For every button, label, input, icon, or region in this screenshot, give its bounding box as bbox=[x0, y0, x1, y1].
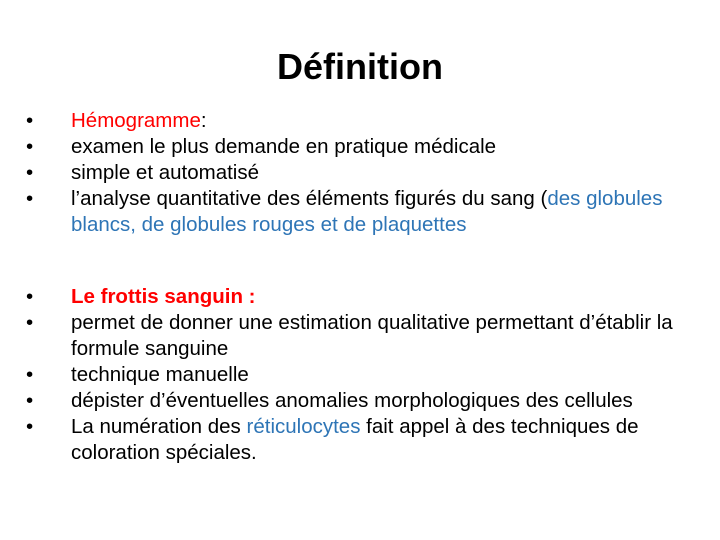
bullet-icon: • bbox=[26, 415, 34, 438]
bullet-icon: • bbox=[26, 389, 34, 412]
hemogramme-heading: Hémogramme bbox=[71, 109, 201, 132]
item-text: l’analyse quantitative des éléments figurés du sang ( bbox=[71, 187, 548, 210]
list-item bbox=[26, 160, 696, 186]
heading-suffix: : bbox=[200, 109, 207, 132]
bullet-icon: • bbox=[26, 161, 34, 184]
bullet-icon: • bbox=[26, 363, 34, 386]
bullet-icon: • bbox=[26, 285, 34, 308]
list-item bbox=[26, 362, 696, 388]
item-text: La numération des bbox=[71, 415, 247, 438]
item-text: permet de donner une estimation qualitative permettant d’établir la formule sanguine bbox=[71, 311, 673, 360]
frottis-list bbox=[26, 284, 696, 466]
item-text: fait appel à des techniques de coloration spéciales. bbox=[71, 415, 639, 464]
bullet-icon: • bbox=[26, 311, 34, 334]
item-text: technique manuelle bbox=[71, 363, 249, 386]
item-text: simple et automatisé bbox=[71, 161, 260, 184]
frottis-heading: Le frottis sanguin : bbox=[71, 285, 256, 308]
list-item bbox=[26, 284, 696, 310]
list-item bbox=[26, 388, 696, 414]
hemogramme-list bbox=[26, 108, 696, 238]
bullet-icon: • bbox=[26, 135, 34, 158]
item-text: examen le plus demande en pratique médicale bbox=[71, 135, 497, 158]
list-item bbox=[26, 414, 696, 466]
bullet-icon: • bbox=[26, 187, 34, 210]
bullet-icon: • bbox=[26, 109, 34, 132]
slide-title: Définition bbox=[277, 46, 443, 87]
list-item bbox=[26, 186, 696, 238]
list-item bbox=[26, 108, 696, 134]
reticulocytes-highlight: réticulocytes bbox=[246, 415, 361, 438]
blood-cells-highlight: des globules blancs, de globules rouges et de plaquettes bbox=[71, 187, 663, 236]
item-text: dépister d’éventuelles anomalies morphologiques des cellules bbox=[71, 389, 633, 412]
list-item bbox=[26, 134, 696, 160]
list-item bbox=[26, 310, 696, 362]
